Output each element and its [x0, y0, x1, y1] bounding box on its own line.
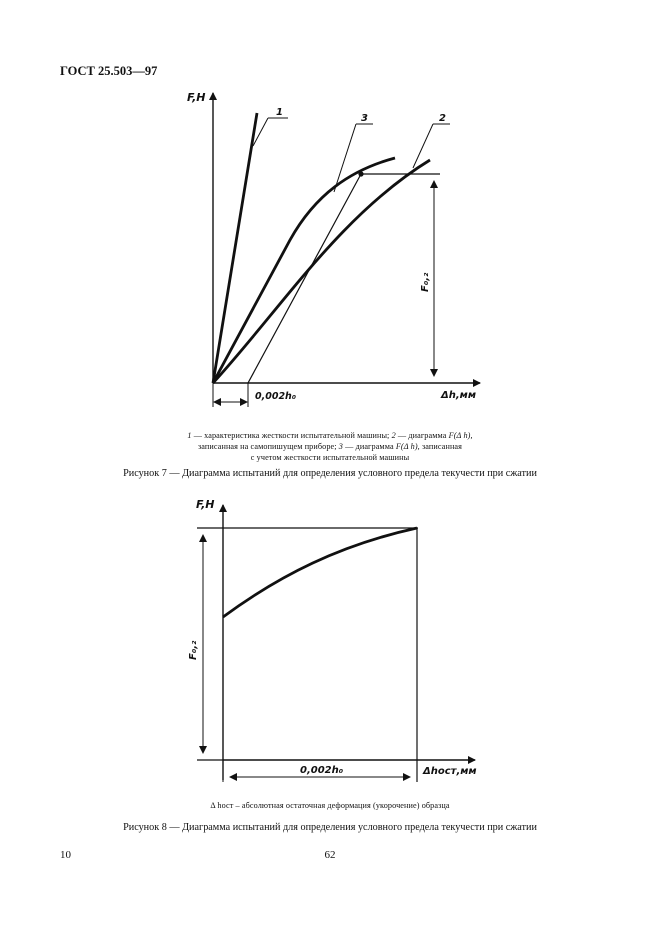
fig7-x-axis-label: Δh,мм: [441, 390, 477, 401]
fig8-y-axis-label: F,H: [196, 498, 215, 511]
fig7-f02-label: F₀,₂: [420, 272, 431, 292]
figure-7: [187, 91, 480, 407]
figure-8: [188, 498, 477, 782]
fig8-title: Рисунок 8 — Диаграмма испытаний для определения условного предела текучести при сжатии: [123, 822, 537, 833]
fig7-note: [120, 430, 540, 463]
page-number: 62: [324, 849, 336, 861]
fig7-note-text: — диаграмма: [342, 442, 396, 451]
fig7-label-3: 3: [361, 113, 368, 124]
fig7-note-line-1: [120, 430, 540, 441]
fig7-curve-3: [213, 158, 395, 383]
fig8-note: Δ hост – абсолютная остаточная деформация (укорочение) образца: [210, 801, 450, 810]
footer-left-number: 10: [60, 849, 71, 861]
fig7-note-formula: F(Δ h),: [448, 431, 473, 440]
fig8-offset-label: 0,002h₀: [300, 765, 344, 776]
fig7-note-text: записанная на самопишущем приборе;: [197, 442, 339, 451]
fig7-note-text: — диаграмма: [395, 431, 449, 440]
fig7-note-num: 2: [391, 431, 396, 440]
fig7-note-text: с учетом жесткости испытательной машины: [250, 453, 410, 462]
fig7-note-num: 1: [187, 431, 192, 440]
fig7-note-text: — характеристика жесткости испытательной машины;: [191, 431, 392, 440]
fig7-note-text: записанная: [419, 442, 463, 451]
fig7-curve-2: [213, 160, 430, 383]
fig7-title: Рисунок 7 — Диаграмма испытаний для определения условного предела текучести при сжатии: [123, 468, 537, 479]
fig7-note-line-2: [120, 441, 540, 452]
fig7-note-formula: F(Δ h),: [395, 442, 420, 451]
fig7-offset-label: 0,002h₀: [255, 391, 296, 402]
fig8-curve: [223, 528, 417, 617]
fig8-f02-label: F₀,₂: [188, 640, 199, 660]
fig8-x-axis-label: Δhост,мм: [423, 766, 477, 777]
fig7-note-line-3: [120, 452, 540, 463]
fig7-offset-line: [248, 174, 361, 383]
fig7-y-axis-label: F,H: [187, 91, 206, 104]
fig7-leader-3: [334, 124, 356, 192]
standard-header: ГОСТ 25.503—97: [60, 64, 158, 78]
fig7-label-2: 2: [439, 113, 446, 124]
fig7-note-num: 3: [338, 442, 343, 451]
fig7-label-1: 1: [276, 107, 283, 118]
